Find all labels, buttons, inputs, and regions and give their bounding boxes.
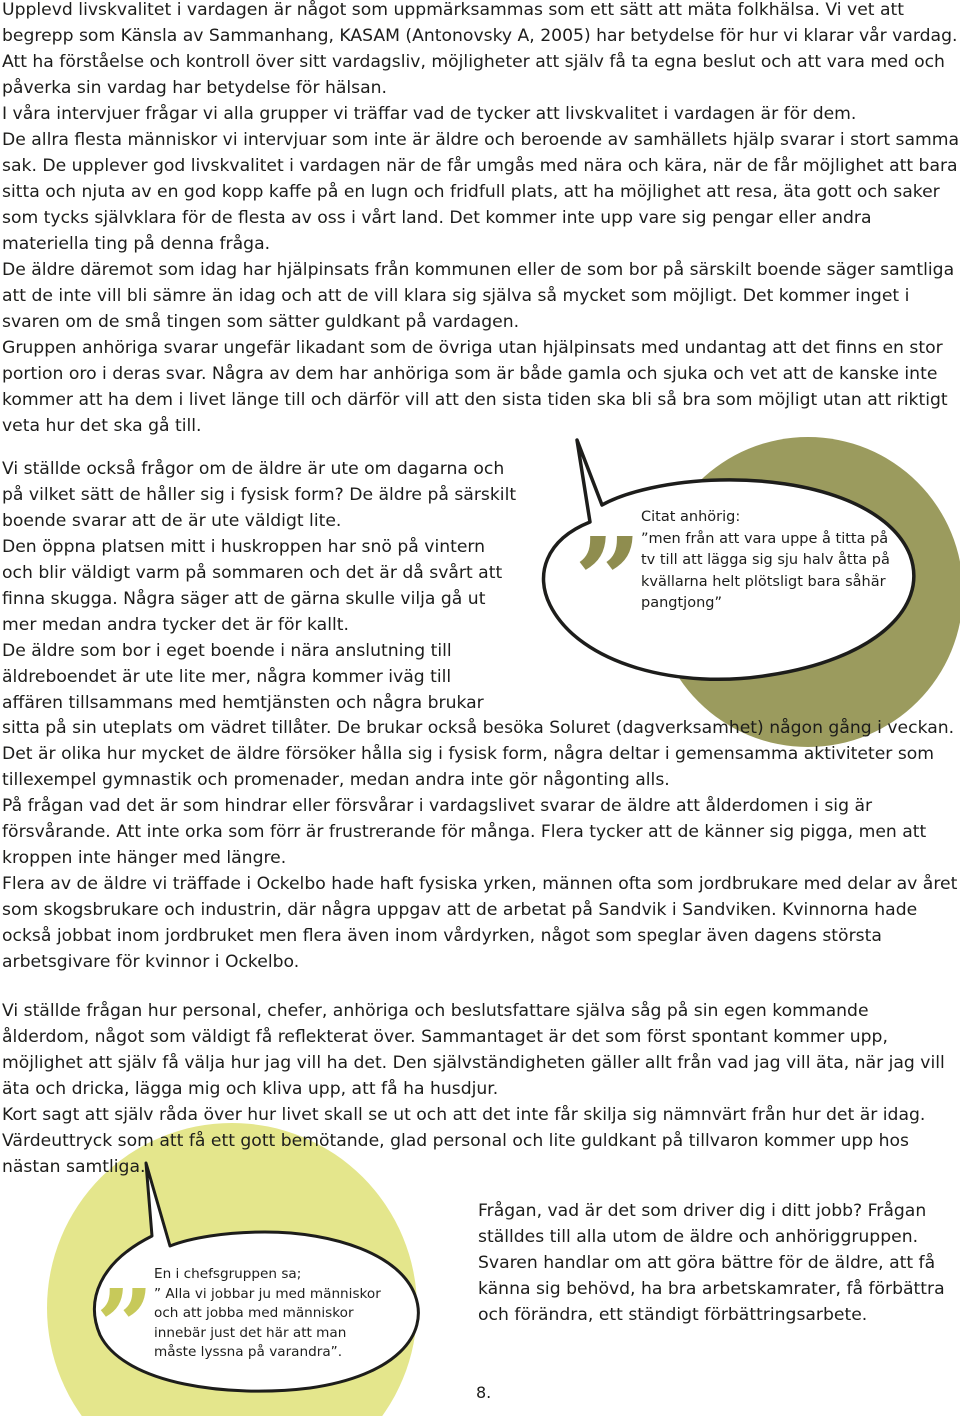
paragraph: Vi ställde frågan hur personal, chefer, anhöriga och beslutsfattare själva såg på sin egen kommande ålderdom, något som väldigt få reflekterat över. Sammantaget är det som först spontant kommer upp, möjlighet att själv få välja hur jag vill ha det. Den självständigheten gäller allt från vad jag vill äta, när jag vill äta och dricka, lägga mig och kliva upp, att få ha husdjur. — [2, 1001, 945, 1099]
paragraph: De äldre som bor i eget boende i nära anslutning till äldreboendet är ute lite mer, några kommer iväg till affären tillsammans med hemtjänsten och några brukar — [2, 641, 484, 713]
quote-relative — [641, 507, 891, 615]
quote-mark-icon: ” — [574, 511, 642, 650]
paragraph: Den öppna platsen mitt i huskroppen har snö på vintern och blir väldigt varm på sommaren och det är då svårt att finna skugga. Några säger att de gärna skulle vilja gå ut mer medan andra tycker det är för kallt. — [2, 537, 503, 635]
paragraph: Frågan, vad är det som driver dig i ditt jobb? Frågan ställdes till alla utom de äldre och anhöriggruppen. Svaren handlar om att göra bättre för de äldre, att få känna sig behövd, ha bra arbetskamrater, få förbättra och förändra, ett ständigt förbättringsarbete. — [478, 1201, 945, 1325]
page-number: 8. — [476, 1383, 492, 1402]
paragraph: De äldre däremot som idag har hjälpinsats från kommunen eller de som bor på särskilt boende säger samtliga att de inte vill bli sämre än idag och att de vill klara sig själva så mycket som möjligt. Det kommer inget i svaren om de små tingen som sätter guldkant på vardagen. — [2, 260, 955, 332]
quote-text: ” Alla vi jobbar ju med människor och att jobba med människor innebär just det här att man måste lyssna på varandra”. — [154, 1285, 381, 1360]
paragraph: På frågan vad det är som hindrar eller försvårar i vardagslivet svarar de äldre att ålderdomen i sig är försvårande. Att inte orka som förr är frustrerande för många. Flera tycker att de känner sig pigga, men att kroppen inte hänger med längre. — [2, 796, 927, 868]
paragraph: Flera av de äldre vi träffade i Ockelbo hade haft fysiska yrken, männen ofta som jordbrukare med delar av året som skogsbrukare och industrin, där några uppgav att de arbetat på Sandvik i Sandviken. Kvinnorna hade också jobbat inom jordbruket men flera även inom vårdyrken, något som speglar även dagens största arbetsgivare för kvinnor i Ockelbo. — [2, 874, 958, 972]
right-column-text — [478, 1198, 958, 1328]
quote-heading: Citat anhörig: — [641, 509, 741, 525]
paragraph: Upplevd livskvalitet i vardagen är något som uppmärksammas som ett sätt att mäta folkhälsa. Vi vet att begrepp som Känsla av Sammanhang, KASAM (Antonovsky A, 2005) har betydelse för hur vi klarar vår vardag. Att ha förståelse och kontroll över sitt vardagsliv, möjligheter att själv få ta egna beslut och att vara med och påverka sin vardag har betydelse för hälsan. — [2, 0, 958, 98]
quote-text: ”men från att vara uppe å titta på tv till att lägga sig sju halv åtta på kvällarna helt plötsligt bara såhär pangtjong” — [641, 530, 890, 611]
paragraph: Kort sagt att själv råda över hur livet skall se ut och att det inte får skilja sig nämnvärt från hur det är idag. Värdeuttryck som att få ett gott bemötande, glad personal och lite guldkant på tillvaron kommer upp hos nästan samtliga. — [2, 1105, 926, 1177]
quote-manager — [154, 1265, 386, 1363]
quote-heading: En i chefsgruppen sa; — [154, 1266, 302, 1282]
paragraph: I våra intervjuer frågar vi alla grupper vi träffar vad de tycker att livskvalitet i vardagen är för dem. — [2, 104, 857, 124]
paragraph: Gruppen anhöriga svarar ungefär likadant som de övriga utan hjälpinsats med undantag att det finns en stor portion oro i deras svar. Några av dem har anhöriga som är både gamla och sjuka och vet att de kanske inte kommer att ha dem i livet länge till och därför vill att den sista tiden ska bli så bra som möjligt utan att riktigt veta hur det ska gå till. — [2, 338, 948, 436]
left-column-text — [2, 456, 527, 716]
quote-mark-icon: ” — [96, 1267, 154, 1385]
paragraph: Vi ställde också frågor om de äldre är ute om dagarna och på vilket sätt de håller sig i fysisk form? De äldre på särskilt boende svarar att de är ute väldigt lite. — [2, 459, 517, 531]
middle-text-block — [2, 715, 960, 975]
lower-text-block — [2, 998, 960, 1180]
paragraph: sitta på sin uteplats om vädret tillåter. De brukar också besöka Soluret (dagverksamhet) någon gång i veckan. Det är olika hur mycket de äldre försöker hålla sig i fysisk form, några deltar i gemensamma aktiviteter som tillexempel gymnastik och promenader, medan andra inte gör någonting alls. — [2, 718, 955, 790]
paragraph: De allra flesta människor vi intervjuar som inte är äldre och beroende av samhällets hjälp svarar i stort samma sak. De upplever god livskvalitet i vardagen när de får umgås med nära och kära, när de får möjlighet att bara sitta och njuta av en god kopp kaffe på en lugn och fridfull plats, att ha möjlighet att resa, äta gott och saker som tycks självklara för de flesta av oss i vårt land. Det kommer inte upp vare sig pengar eller andra materiella ting på denna fråga. — [2, 130, 960, 254]
